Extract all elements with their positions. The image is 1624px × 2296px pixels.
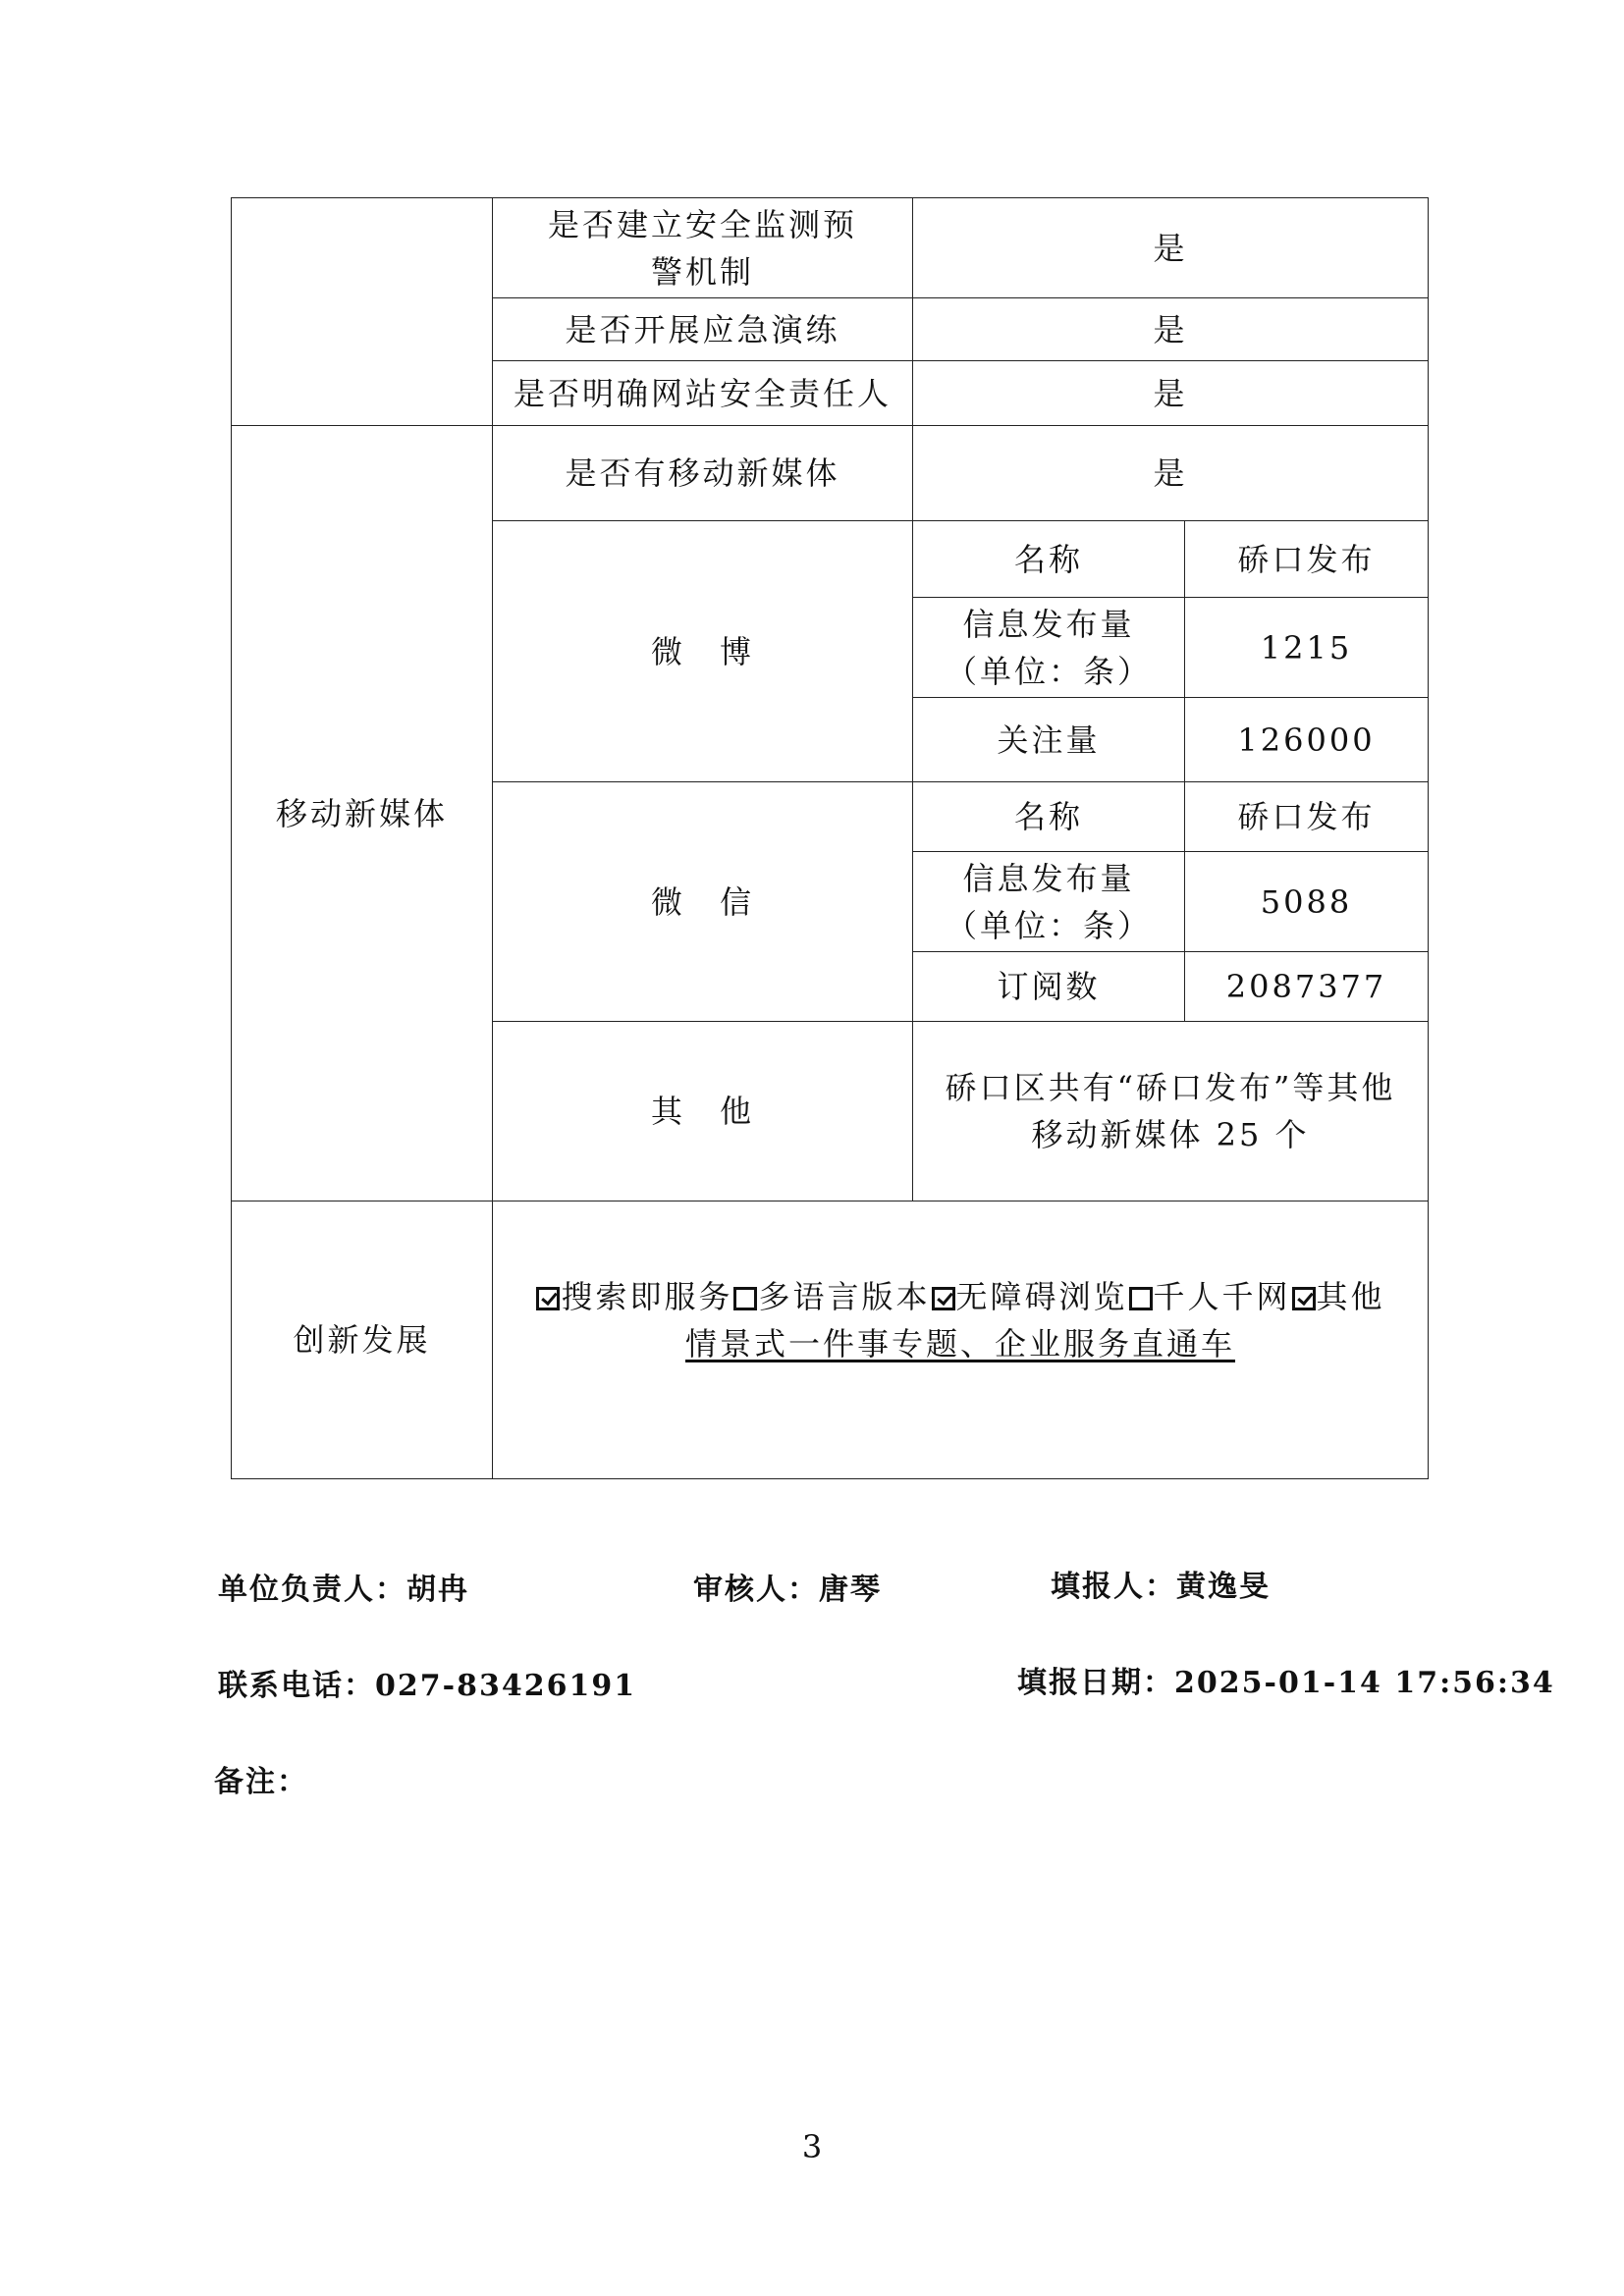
innovation-options <box>501 1273 1420 1320</box>
checkbox-personalized[interactable] <box>1129 1287 1153 1310</box>
other-media-value: 硚口区共有“硚口发布”等其他移动新媒体 25 个 <box>913 1022 1429 1201</box>
checkbox-other[interactable] <box>1292 1287 1316 1310</box>
innovation-label: 创新发展 <box>232 1201 493 1479</box>
innovation-other-text: 情景式一件事专题、企业服务直通车 <box>685 1325 1236 1362</box>
option-search-service-label: 搜索即服务 <box>561 1278 733 1315</box>
mobile-section-label: 移动新媒体 <box>232 426 493 1201</box>
has-mobile-value: 是 <box>913 426 1429 521</box>
security-section-cell <box>232 198 493 426</box>
remarks: 备注： <box>214 1765 308 1799</box>
innovation-cell <box>493 1201 1429 1479</box>
weibo-posts-value: 1215 <box>1185 598 1429 698</box>
option-multilingual-label: 多语言版本 <box>758 1278 931 1315</box>
wechat-subscribers-label: 订阅数 <box>913 952 1185 1022</box>
monitor-value: 是 <box>913 198 1429 298</box>
monitor-label: 是否建立安全监测预警机制 <box>493 198 913 298</box>
weibo-name-label: 名称 <box>913 521 1185 598</box>
drill-label: 是否开展应急演练 <box>493 298 913 361</box>
option-search-service[interactable] <box>535 1278 732 1315</box>
weibo-posts-label: 信息发布量（单位：条） <box>913 598 1185 698</box>
fill-date: 填报日期：2025-01-14 17:56:34 <box>1017 1666 1555 1700</box>
wechat-label: 微 信 <box>493 782 913 1022</box>
option-other[interactable] <box>1291 1278 1385 1315</box>
option-accessibility[interactable] <box>931 1278 1128 1315</box>
drill-value: 是 <box>913 298 1429 361</box>
option-multilingual[interactable] <box>732 1278 930 1315</box>
has-mobile-label: 是否有移动新媒体 <box>493 426 913 521</box>
other-media-label: 其 他 <box>493 1022 913 1201</box>
option-other-label: 其他 <box>1316 1278 1385 1315</box>
option-personalized[interactable] <box>1128 1278 1291 1315</box>
innovation-row <box>232 1201 1429 1479</box>
wechat-subscribers-value: 2087377 <box>1185 952 1429 1022</box>
wechat-posts-label: 信息发布量（单位：条） <box>913 852 1185 952</box>
weibo-label: 微 博 <box>493 521 913 782</box>
contact-phone: 联系电话：027-83426191 <box>218 1669 637 1703</box>
option-personalized-label: 千人千网 <box>1153 1278 1291 1315</box>
checkbox-search-service[interactable] <box>536 1287 560 1310</box>
unit-head: 单位负责人：胡冉 <box>218 1573 469 1607</box>
option-accessibility-label: 无障碍浏览 <box>955 1278 1128 1315</box>
page-number: 3 <box>801 2128 823 2165</box>
wechat-name-label: 名称 <box>913 782 1185 852</box>
monitor-row <box>232 198 1429 298</box>
weibo-name-value: 硚口发布 <box>1185 521 1429 598</box>
report-table <box>231 197 1429 1479</box>
weibo-followers-value: 126000 <box>1185 698 1429 782</box>
responsible-label: 是否明确网站安全责任人 <box>493 361 913 426</box>
has-mobile-row <box>232 426 1429 521</box>
checkbox-accessibility[interactable] <box>932 1287 955 1310</box>
checkbox-multilingual[interactable] <box>733 1287 757 1310</box>
filler: 填报人：黄逸旻 <box>1051 1570 1271 1604</box>
reviewer: 审核人：唐琴 <box>693 1573 882 1607</box>
wechat-posts-value: 5088 <box>1185 852 1429 952</box>
responsible-value: 是 <box>913 361 1429 426</box>
weibo-followers-label: 关注量 <box>913 698 1185 782</box>
wechat-name-value: 硚口发布 <box>1185 782 1429 852</box>
